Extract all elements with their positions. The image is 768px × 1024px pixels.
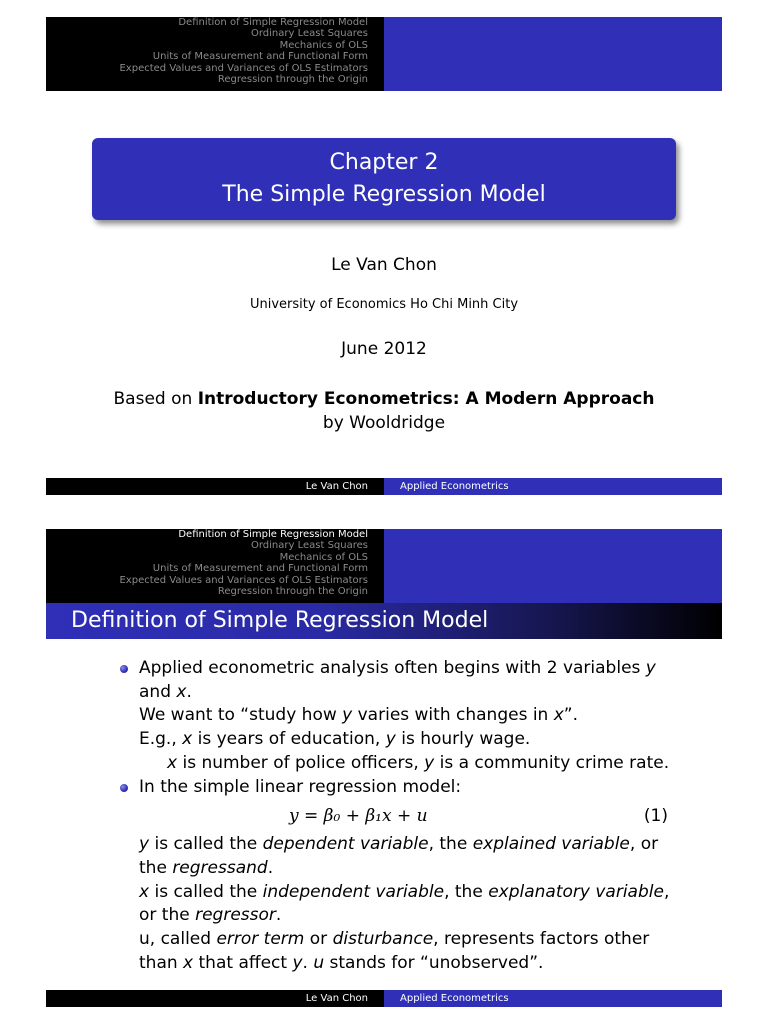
slide-footer bbox=[46, 990, 722, 1007]
header-blue-panel bbox=[384, 529, 722, 603]
slide-header bbox=[46, 17, 722, 91]
nav-item-origin[interactable]: Regression through the Origin bbox=[217, 586, 368, 598]
text-line: than x that affect y. u stands for “unobserved”. bbox=[139, 952, 544, 973]
text-line: Applied econometric analysis often begins with 2 variables y bbox=[139, 658, 656, 678]
nav-item-expected-values[interactable]: Expected Values and Variances of OLS Estimators bbox=[119, 574, 368, 586]
text-line: y is called the dependent variable, the explained variable, or bbox=[139, 834, 659, 855]
based-prefix: Based on bbox=[113, 389, 198, 409]
footer-course: Applied Econometrics bbox=[384, 478, 722, 495]
nav-item-origin[interactable]: Regression through the Origin bbox=[217, 74, 368, 86]
bullet-icon bbox=[120, 784, 128, 792]
section-navigation bbox=[46, 17, 384, 91]
book-author: by Wooldridge bbox=[322, 413, 446, 433]
chapter-title: Chapter 2 bbox=[329, 150, 439, 175]
regression-equation bbox=[139, 799, 676, 833]
equation-text: y = β₀ + β₁x + u bbox=[289, 806, 428, 827]
nav-item-units[interactable]: Units of Measurement and Functional Form bbox=[152, 563, 368, 575]
equation-number: (1) bbox=[643, 806, 668, 827]
nav-item-ols[interactable]: Ordinary Least Squares bbox=[250, 540, 368, 552]
title-box bbox=[92, 138, 676, 220]
footer-author: Le Van Chon bbox=[46, 478, 384, 495]
title-slide bbox=[46, 17, 722, 495]
frame-title: Definition of Simple Regression Model bbox=[46, 603, 722, 639]
bullet-item-variables bbox=[116, 657, 676, 776]
section-navigation bbox=[46, 529, 384, 603]
nav-item-mechanics[interactable]: Mechanics of OLS bbox=[279, 39, 368, 51]
book-title: Introductory Econometrics: A Modern Approach bbox=[197, 389, 655, 409]
text-line: x is called the independent variable, the explanatory variable, bbox=[139, 881, 670, 902]
text-line: the regressand. bbox=[139, 857, 274, 878]
author-name: Le Van Chon bbox=[331, 255, 437, 275]
slide-content bbox=[116, 657, 676, 975]
footer-author: Le Van Chon bbox=[46, 990, 384, 1007]
bullet-item-model bbox=[116, 776, 676, 976]
slide-footer bbox=[46, 478, 722, 495]
nav-item-expected-values[interactable]: Expected Values and Variances of OLS Estimators bbox=[119, 62, 368, 74]
chapter-subtitle: The Simple Regression Model bbox=[222, 182, 546, 207]
header-blue-panel bbox=[384, 17, 722, 91]
definition-slide bbox=[46, 529, 722, 1007]
text-line: We want to “study how y varies with changes in x”. bbox=[139, 705, 579, 726]
nav-item-mechanics[interactable]: Mechanics of OLS bbox=[279, 551, 368, 563]
footer-course: Applied Econometrics bbox=[384, 990, 722, 1007]
slide-header bbox=[46, 529, 722, 603]
text-line: and x. bbox=[139, 681, 192, 702]
institute: University of Economics Ho Chi Minh City bbox=[249, 297, 519, 312]
date: June 2012 bbox=[341, 339, 427, 359]
based-on bbox=[46, 387, 722, 435]
text-line: or the regressor. bbox=[139, 905, 282, 926]
nav-item-units[interactable]: Units of Measurement and Functional Form bbox=[152, 51, 368, 63]
text-line: E.g., x is years of education, y is hourly wage. bbox=[139, 729, 531, 750]
nav-item-definition[interactable]: Definition of Simple Regression Model bbox=[178, 17, 368, 28]
bullet-icon bbox=[120, 665, 128, 673]
nav-item-ols[interactable]: Ordinary Least Squares bbox=[250, 28, 368, 40]
nav-item-definition[interactable]: Definition of Simple Regression Model bbox=[178, 529, 368, 540]
text-line: In the simple linear regression model: bbox=[139, 776, 462, 797]
text-line: x is number of police officers, y is a community crime rate. bbox=[167, 752, 670, 773]
text-line: u, called error term or disturbance, represents factors other bbox=[139, 929, 650, 950]
